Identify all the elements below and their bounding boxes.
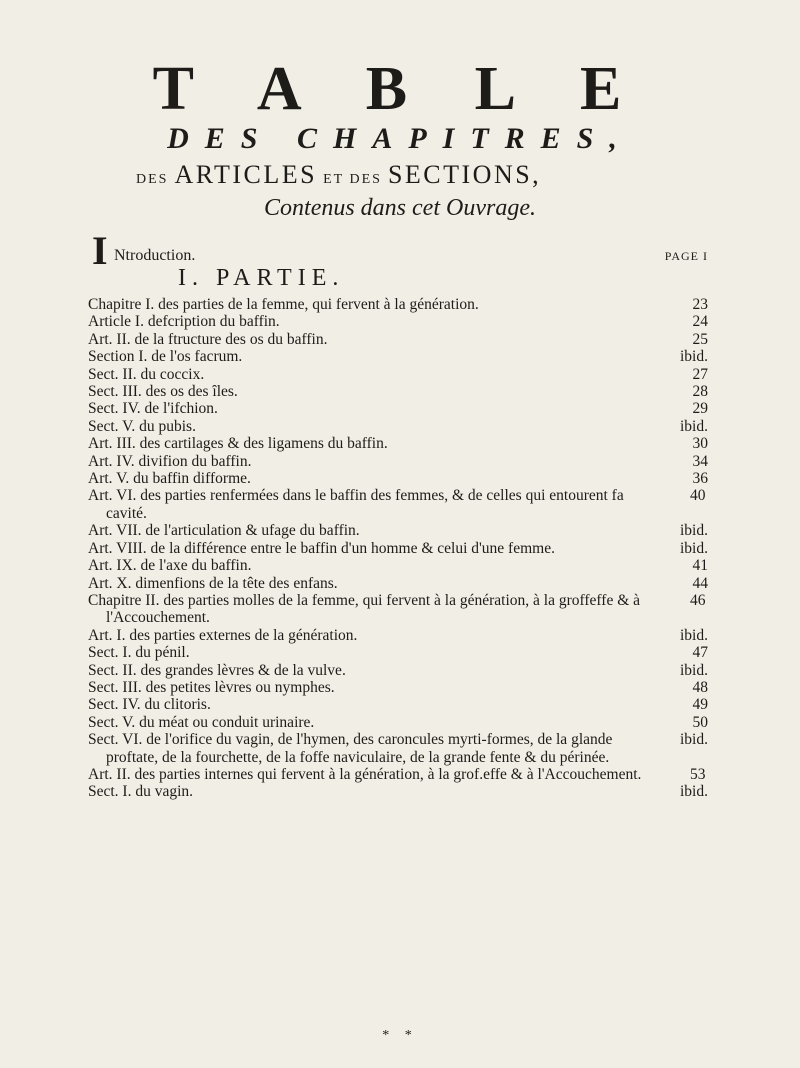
toc-entry-title: Chapitre II. des parties molles de la femme, qui fervent à la génération, à la groffeffe & à l'Accouchement. (88, 591, 641, 627)
page-title: T A B L E (152, 55, 648, 123)
toc-entry: Art. II. des parties internes qui fervent à la génération, à la grof.effe & à l'Accouchement. 53 (88, 765, 706, 783)
toc-entry-title: Sect. II. des grandes lèvres & de la vulve. (88, 661, 346, 679)
toc-entry-title: Art. V. du baffin difforme. (88, 470, 251, 488)
toc-entry (88, 418, 708, 435)
toc-entry-page: 24 (692, 313, 708, 331)
toc-entry-title: Art. IV. divifion du baffin. (88, 452, 252, 470)
toc-entry-page: ibid. (680, 348, 708, 366)
toc-entry (88, 714, 708, 731)
toc-entry (88, 296, 708, 313)
toc-entry-title: Art. III. des cartilages & des ligamens du baffin. (88, 435, 388, 453)
toc-entry (88, 679, 708, 696)
toc-entry-title: Art. X. dimenfions de la tête des enfans. (88, 574, 338, 592)
toc-entry-page: 36 (692, 470, 708, 488)
toc-entry-page: 49 (692, 696, 708, 714)
toc-entry (88, 522, 708, 539)
toc-entry-title: Sect. III. des petites lèvres ou nymphes. (88, 678, 335, 696)
toc-entry-title: Article I. defcription du baffin. (88, 313, 280, 331)
toc-entry-page: ibid. (680, 522, 708, 540)
toc-entry (88, 644, 708, 661)
drop-cap: I (92, 228, 108, 273)
toc-entry-title: Sect. IV. de l'ifchion. (88, 400, 218, 418)
toc-entry (88, 575, 708, 592)
word-sections: SECTIONS, (387, 160, 542, 189)
toc-entry-title: Art. II. des parties internes qui fervent à la génération, à la grof.effe & à l'Accouchement. (88, 765, 642, 783)
contents-caption: Contenus dans cet Ouvrage. (264, 195, 536, 221)
toc-entry-title: Sect. I. du vagin. (88, 783, 194, 801)
toc-entry-title: Sect. V. du pubis. (88, 417, 196, 435)
toc-entry-page: ibid. (680, 417, 708, 435)
introduction-page: PAGE I (664, 249, 708, 263)
toc-entry-page: 50 (692, 713, 708, 731)
toc-entry (88, 348, 708, 365)
toc-entry-page: ibid. (680, 731, 708, 749)
toc-entry-page: 28 (692, 383, 708, 401)
toc-entry-page: 47 (692, 644, 708, 662)
toc-entry-page: 27 (692, 365, 708, 383)
toc-entry (88, 540, 708, 557)
toc-entry-title: Sect. I. du pénil. (88, 644, 190, 662)
toc-entry-page: 48 (692, 678, 708, 696)
toc-entry-title: Sect. III. des os des îles. (88, 383, 238, 401)
toc-entry-title: Section I. de l'os facrum. (88, 348, 243, 366)
page-subtitle: DES CHAPITRES, (167, 122, 633, 155)
toc-entry (88, 435, 708, 452)
toc-entry (88, 783, 708, 800)
toc-entry-title: Art. II. de la ftructure des os du baffin. (88, 330, 328, 348)
toc-entry (88, 662, 708, 679)
footer-stars: * * (382, 1028, 418, 1043)
toc-entry-title: Art. VIII. de la différence entre le baffin d'un homme & celui d'une femme. (88, 539, 555, 557)
word-articles: ARTICLES (174, 160, 318, 189)
toc-entry (88, 557, 708, 574)
toc-entry-page: ibid. (680, 626, 708, 644)
toc-entry-title: Sect. VI. de l'orifice du vagin, de l'hymen, des caroncules myrti-formes, de la glande proftate, de la fourchette, de la foffe naviculaire, de la grande fente & du périnée. (88, 731, 613, 766)
toc-entry-title: Sect. II. du coccix. (88, 365, 205, 383)
toc-entry-page: 30 (692, 435, 708, 453)
toc-entry (88, 331, 708, 348)
toc-entry-title: Art. IX. de l'axe du baffin. (88, 557, 252, 575)
toc-entry: Chapitre II. des parties molles de la femme, qui fervent à la génération, à la groffeffe & à l'Accouchement. 46 (88, 591, 706, 627)
toc-entry-page: ibid. (680, 783, 708, 801)
toc-entry (88, 400, 708, 417)
toc-entry: Art. VI. des parties renfermées dans le baffin des femmes, & de celles qui entourent fa cavité. 40 (88, 487, 706, 522)
subtitle-line-articles-sections (130, 162, 670, 188)
toc-entry (88, 453, 708, 470)
word-et-des: ET DES (323, 172, 382, 187)
toc-entry-page: 41 (692, 557, 708, 575)
toc-entry (88, 470, 708, 487)
toc-entry-title: Art. VI. des parties renfermées dans le baffin des femmes, & de celles qui entourent fa cavité. (88, 487, 624, 522)
introduction-text: Ntroduction. (114, 247, 196, 264)
toc-entry-page: 44 (692, 574, 708, 592)
toc-entry-page: 25 (692, 330, 708, 348)
toc-entry-title: Sect. IV. du clitoris. (88, 696, 211, 714)
toc-entry (88, 731, 708, 766)
toc-entry (88, 627, 708, 644)
toc-entry-title: Art. I. des parties externes de la génération. (88, 626, 358, 644)
toc-entry (88, 366, 708, 383)
toc-entry-page: ibid. (680, 661, 708, 679)
toc-entry-page: 29 (692, 400, 708, 418)
toc-entry-page: 23 (692, 296, 708, 313)
part-heading: I. PARTIE. (178, 265, 345, 291)
toc-entry-title: Art. VII. de l'articulation & ufage du baffin. (88, 522, 360, 540)
introduction-line (92, 228, 708, 273)
toc-entry (88, 383, 708, 400)
toc-entry (88, 696, 708, 713)
toc-entry-title: Sect. V. du méat ou conduit urinaire. (88, 713, 315, 731)
toc-entry (88, 313, 708, 330)
toc-entry-page: 34 (692, 452, 708, 470)
toc-entries (88, 296, 708, 801)
toc-entry-title: Chapitre I. des parties de la femme, qui fervent à la génération. (88, 296, 479, 313)
word-des: DES (136, 172, 169, 187)
toc-entry-page: ibid. (680, 539, 708, 557)
